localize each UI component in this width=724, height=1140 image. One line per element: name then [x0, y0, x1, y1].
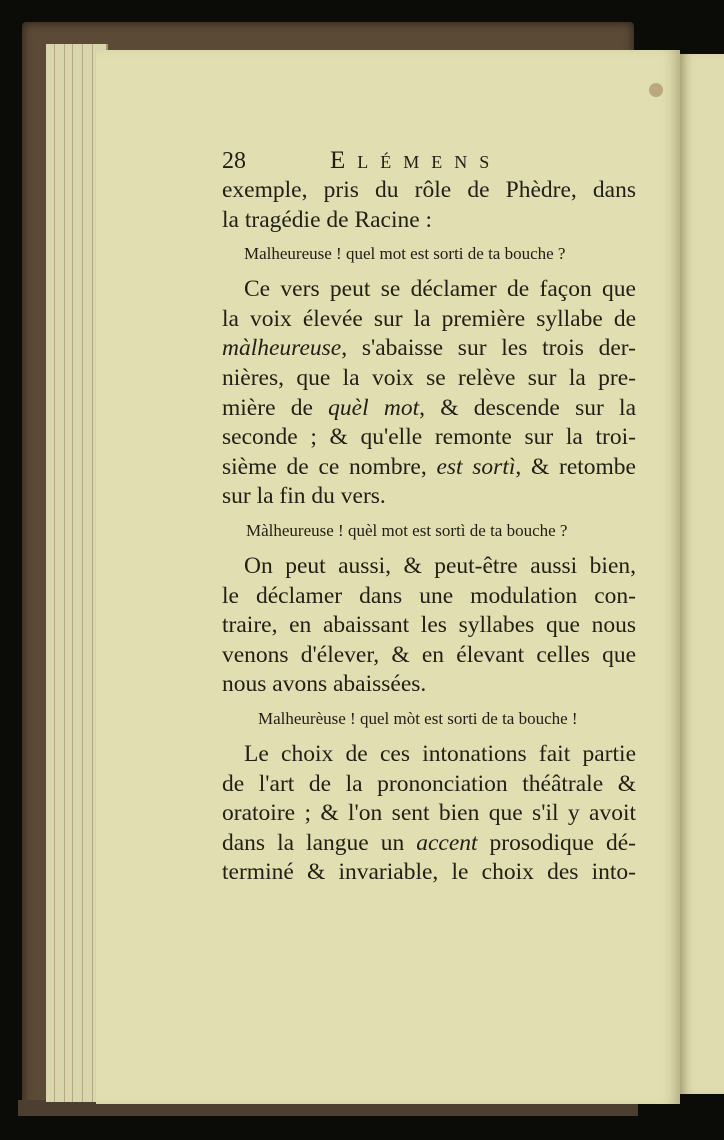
page-leaf-edge: [82, 44, 83, 1102]
paragraph: [222, 275, 636, 512]
text-line: le déclamer dans une modulation con-: [222, 582, 636, 609]
text-span: dans la langue un: [222, 829, 417, 856]
quoted-verse: Malheureuse ! quel mot est sorti de ta bouche ?: [244, 244, 566, 264]
facing-page-edge: [680, 54, 724, 1094]
text-line: [222, 829, 636, 859]
text-line: Ce vers peut se déclamer de façon que: [244, 276, 636, 303]
paragraph: [222, 740, 636, 888]
text-line: venons d'élever, & en élevant celles que: [222, 641, 636, 668]
text-span: , & retombe: [515, 453, 636, 480]
quoted-verse: Malheurèuse ! quel mòt est sorti de ta bouche !: [258, 708, 578, 728]
text-line: la voix élevée sur la première syllabe de: [222, 305, 636, 332]
text-line: oratoire ; & l'on sent bien que s'il y avoit: [222, 800, 636, 827]
italic-word: màlheureuse: [222, 335, 342, 362]
text-line: exemple, pris du rôle de Phèdre, dans: [222, 177, 636, 203]
text-line: [222, 334, 636, 364]
text-line: nières, que la voix se relève sur la pre-: [222, 364, 636, 391]
page-header: [222, 146, 636, 176]
text-line: terminé & invariable, le choix des into-: [222, 859, 636, 886]
text-line: Le choix de ces intonations fait partie: [244, 740, 636, 767]
paper-stain: [649, 83, 663, 97]
quoted-verse: Màlheureuse ! quèl mot est sortì de ta bouche ?: [246, 520, 568, 540]
page-number: 28: [222, 148, 246, 174]
text-span: prosodique dé-: [477, 829, 636, 856]
text-span: , & descende sur la: [419, 394, 636, 421]
italic-word: accent: [416, 829, 478, 856]
text-span: , s'abaisse sur les trois der-: [341, 335, 636, 362]
italic-word: est sortì: [436, 453, 516, 480]
text-line: nous avons abaissées.: [222, 671, 427, 698]
page-leaf-edge: [92, 44, 93, 1102]
text-line: seconde ; & qu'elle remonte sur la troi-: [222, 424, 636, 451]
text-span: sième de ce nombre,: [222, 453, 437, 480]
running-title: Elémens: [330, 147, 502, 174]
page-leaf-edge: [72, 44, 73, 1102]
paragraph: [222, 552, 636, 700]
page-leaf-edge: [54, 44, 55, 1102]
text-line: [222, 394, 636, 424]
page-leaf-edge: [64, 44, 65, 1102]
italic-word: quèl mot: [328, 394, 420, 421]
text-line: traire, en abaissant les syllabes que nous: [222, 612, 636, 639]
text-line: sur la fin du vers.: [222, 483, 386, 510]
text-line: On peut aussi, & peut-être aussi bien,: [244, 552, 636, 579]
text-line: de l'art de la prononciation théâtrale &: [222, 770, 636, 797]
text-span: mière de: [222, 394, 329, 421]
page-text: [222, 146, 636, 888]
text-line: [222, 453, 636, 483]
text-line: la tragédie de Racine :: [222, 206, 433, 233]
paragraph: [222, 176, 636, 235]
